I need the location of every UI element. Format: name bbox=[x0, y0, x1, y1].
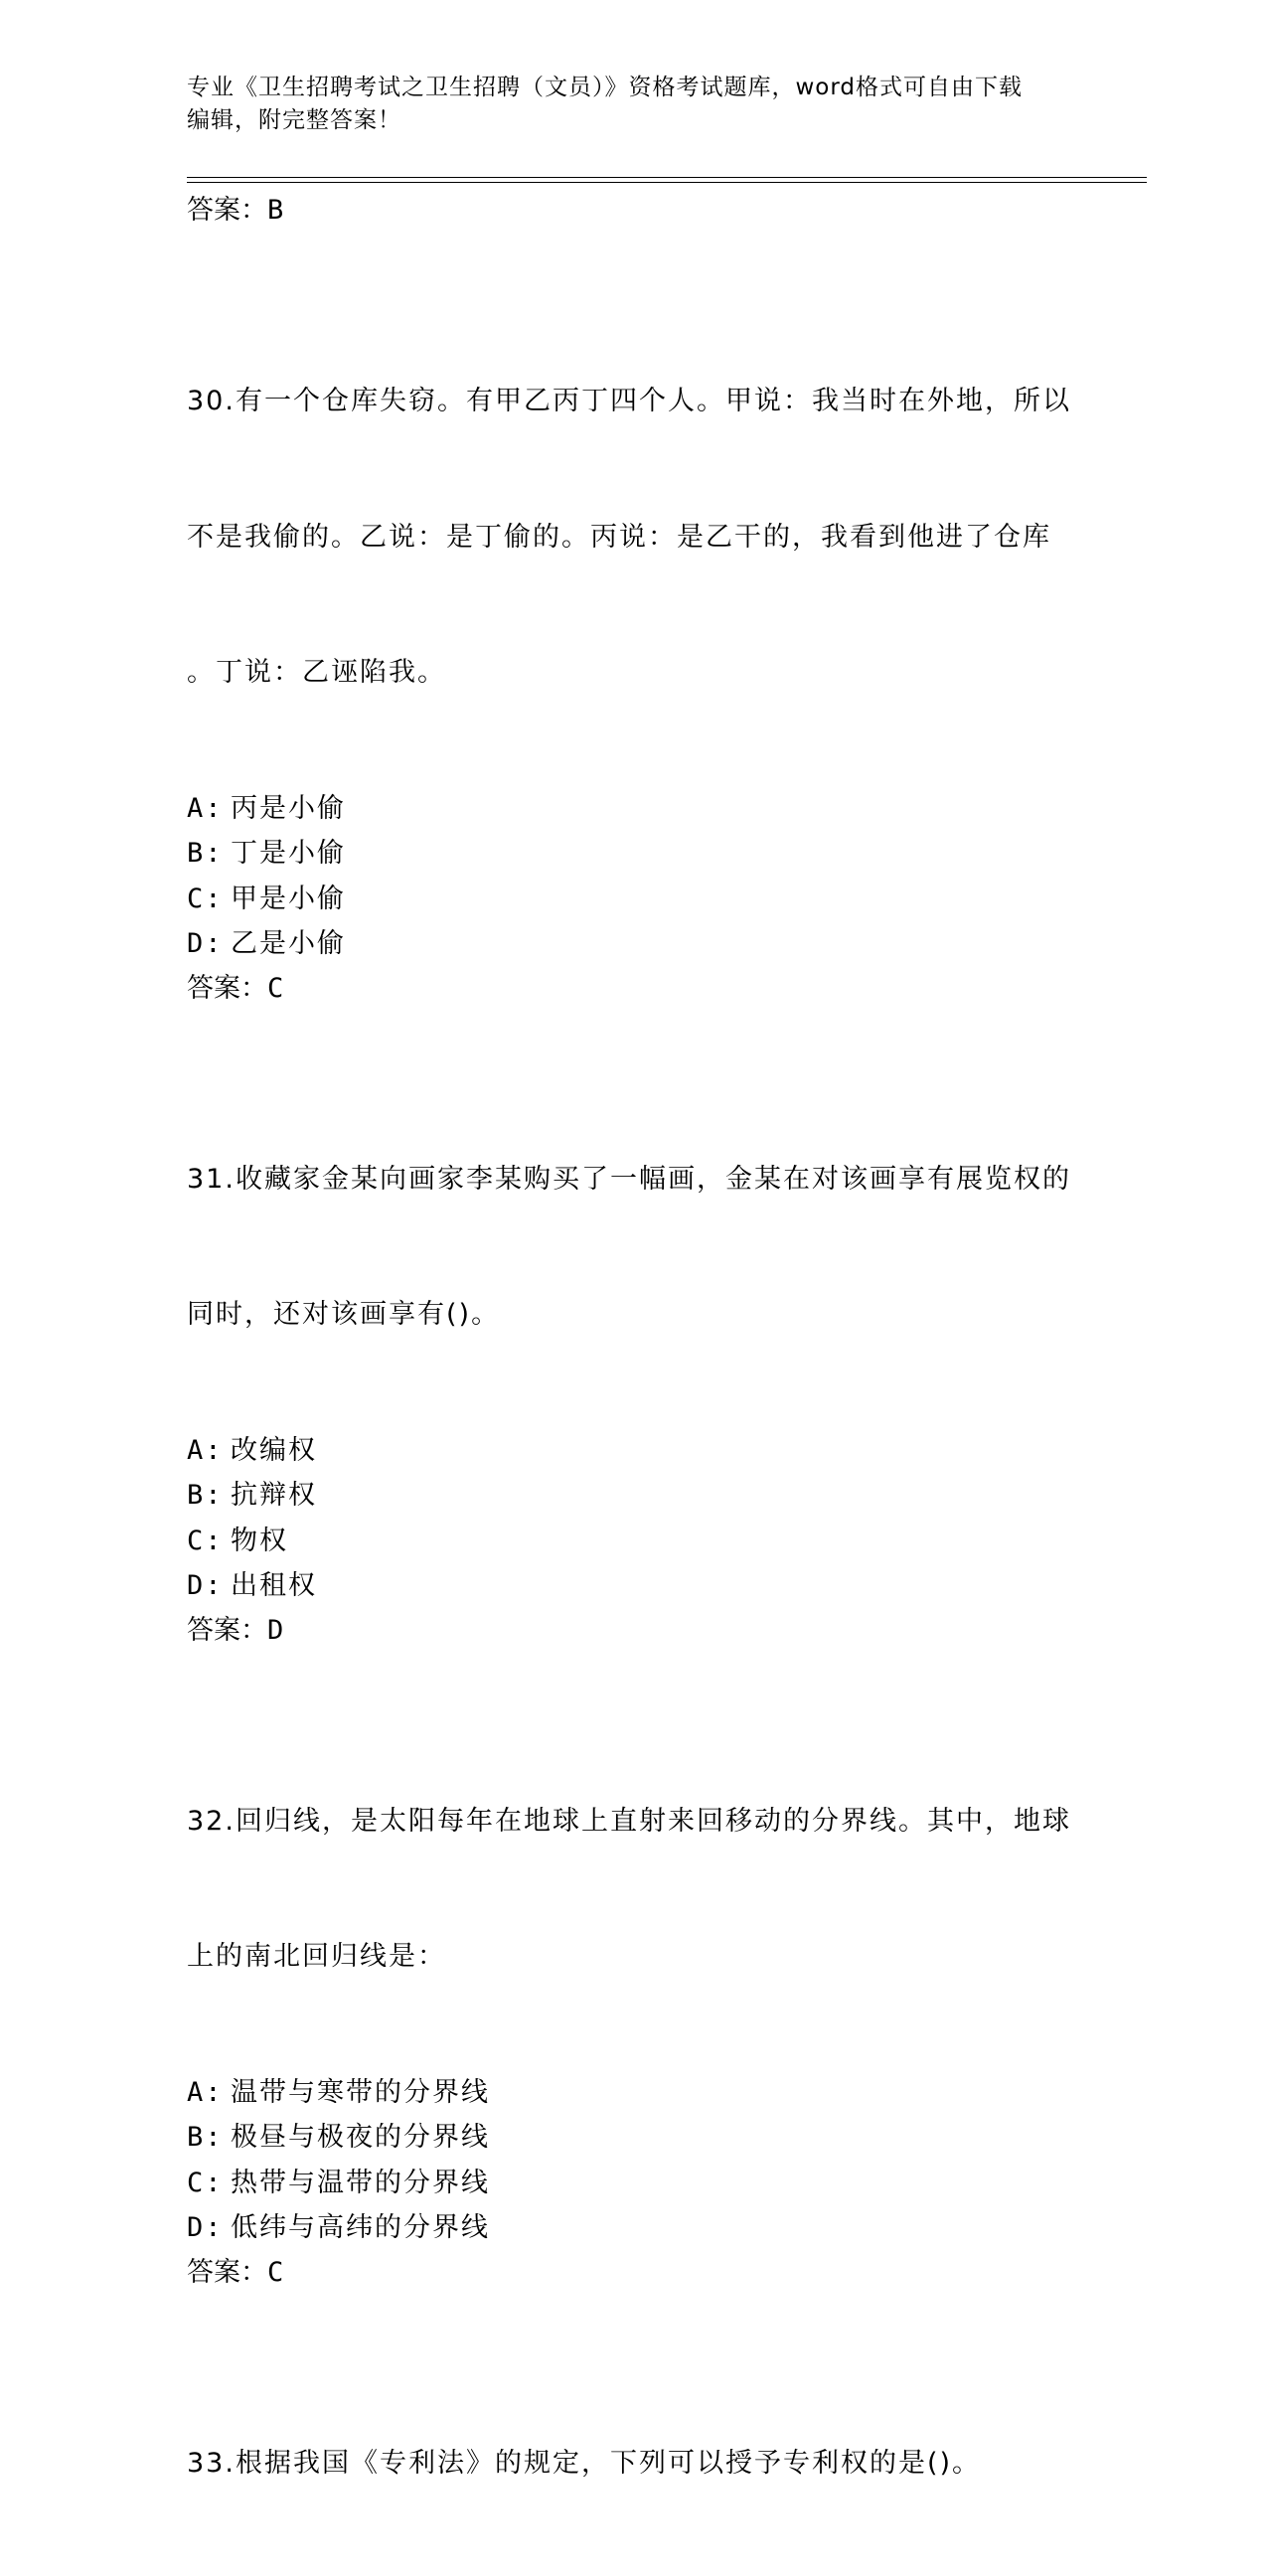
option-text: 抗辩权 bbox=[231, 1473, 317, 1519]
spacer bbox=[187, 1653, 1081, 1708]
option-b bbox=[187, 831, 1081, 877]
stem-line: 同时，还对该画享有()。 bbox=[187, 1292, 1081, 1338]
option-key: D: bbox=[187, 1563, 231, 1609]
answer-label: 答案： bbox=[187, 195, 267, 226]
stem-line: 不是我偷的。乙说：是丁偷的。丙说：是乙干的，我看到他进了仓库 bbox=[187, 515, 1081, 561]
option-d bbox=[187, 2205, 1081, 2251]
header-line-1: 专业《卫生招聘考试之卫生招聘（文员）》资格考试题库，word格式可自由下载 bbox=[187, 72, 1081, 104]
question-stem bbox=[187, 288, 1081, 786]
header-divider-top bbox=[187, 177, 1147, 178]
option-text: 出租权 bbox=[231, 1563, 317, 1609]
option-text: 温带与寒带的分界线 bbox=[231, 2070, 490, 2116]
header-divider-bottom bbox=[187, 182, 1147, 183]
question-stem bbox=[187, 1708, 1081, 2070]
stem-line: 30.有一个仓库失窃。有甲乙丙丁四个人。甲说：我当时在外地，所以 bbox=[187, 379, 1081, 424]
option-text: 低纬与高纬的分界线 bbox=[231, 2205, 490, 2251]
option-text: 丁是小偷 bbox=[231, 831, 346, 877]
question-stem bbox=[187, 1066, 1081, 1428]
option-a bbox=[187, 786, 1081, 832]
stem-line: 。丁说：乙诬陷我。 bbox=[187, 650, 1081, 696]
option-d bbox=[187, 1563, 1081, 1609]
option-text: 丙是小偷 bbox=[231, 786, 346, 832]
option-a bbox=[187, 1428, 1081, 1474]
option-d bbox=[187, 921, 1081, 967]
question-33 bbox=[187, 2350, 1081, 2576]
answer-label: 答案： bbox=[187, 2257, 267, 2288]
answer-value: B bbox=[267, 195, 283, 226]
document-header bbox=[187, 72, 1081, 137]
stem-line: 33.根据我国《专利法》的规定，下列可以授予专利权的是()。 bbox=[187, 2441, 1081, 2487]
option-text: 物权 bbox=[231, 1519, 288, 1564]
option-key: D: bbox=[187, 921, 231, 967]
option-text: 改编权 bbox=[231, 1428, 317, 1474]
option-c bbox=[187, 2161, 1081, 2206]
question-stem bbox=[187, 2350, 1081, 2576]
question-answer bbox=[187, 1609, 1081, 1653]
spacer bbox=[187, 1011, 1081, 1066]
question-30 bbox=[187, 288, 1081, 1011]
option-key: B: bbox=[187, 831, 231, 877]
answer-label: 答案： bbox=[187, 1615, 267, 1646]
option-key: C: bbox=[187, 877, 231, 922]
question-list bbox=[187, 189, 1081, 2576]
option-a bbox=[187, 2070, 1081, 2116]
option-b bbox=[187, 2115, 1081, 2161]
answer-label: 答案： bbox=[187, 973, 267, 1004]
question-answer bbox=[187, 967, 1081, 1011]
option-b bbox=[187, 1473, 1081, 1519]
option-c bbox=[187, 877, 1081, 922]
option-text: 极昼与极夜的分界线 bbox=[231, 2115, 490, 2161]
answer-value: C bbox=[267, 973, 283, 1004]
spacer bbox=[187, 233, 1081, 288]
header-line-2: 编辑，附完整答案！ bbox=[187, 104, 1081, 137]
option-key: A: bbox=[187, 786, 231, 832]
previous-answer bbox=[187, 189, 1081, 233]
option-key: B: bbox=[187, 1473, 231, 1519]
stem-line: 31.收藏家金某向画家李某购买了一幅画，金某在对该画享有展览权的 bbox=[187, 1157, 1081, 1203]
question-31 bbox=[187, 1066, 1081, 1653]
answer-value: D bbox=[267, 1615, 283, 1646]
option-key: A: bbox=[187, 1428, 231, 1474]
option-c bbox=[187, 1519, 1081, 1564]
option-key: C: bbox=[187, 1519, 231, 1564]
option-key: B: bbox=[187, 2115, 231, 2161]
question-32 bbox=[187, 1708, 1081, 2295]
option-key: A: bbox=[187, 2070, 231, 2116]
spacer bbox=[187, 2295, 1081, 2350]
question-answer bbox=[187, 2251, 1081, 2295]
stem-line: 32.回归线，是太阳每年在地球上直射来回移动的分界线。其中，地球 bbox=[187, 1799, 1081, 1845]
option-text: 热带与温带的分界线 bbox=[231, 2161, 490, 2206]
option-key: D: bbox=[187, 2205, 231, 2251]
stem-line: 上的南北回归线是： bbox=[187, 1934, 1081, 1980]
answer-value: C bbox=[267, 2257, 283, 2288]
option-text: 甲是小偷 bbox=[231, 877, 346, 922]
option-text: 乙是小偷 bbox=[231, 921, 346, 967]
option-key: C: bbox=[187, 2161, 231, 2206]
